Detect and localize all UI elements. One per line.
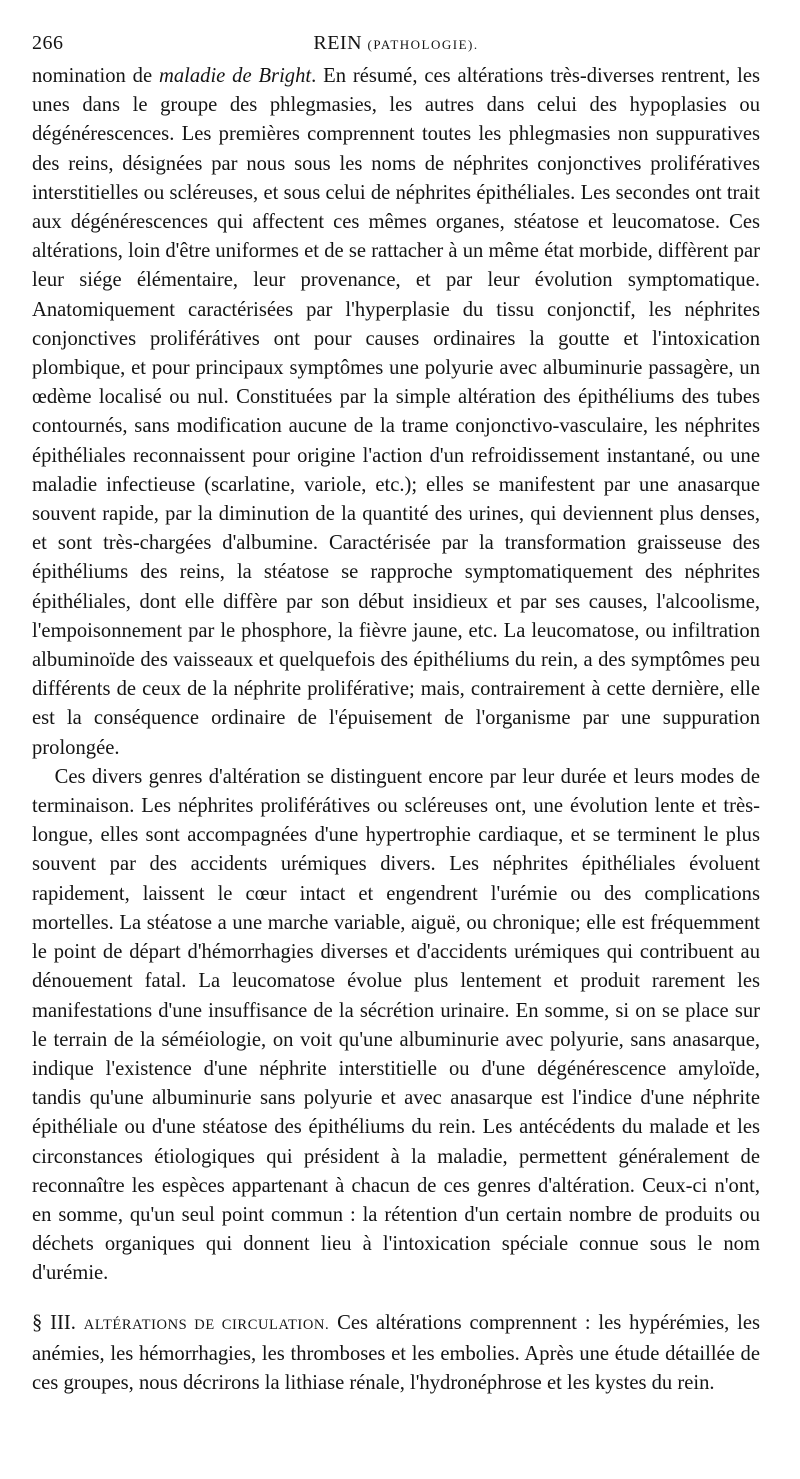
running-title-sub: (PATHOLOGIE). <box>367 37 479 52</box>
paragraph-3-text: Ces altérations comprennent : les hypérémies, les anémies, les hémorrhagies, les thromboses et les embolies. Après une étude détaillée de ces groupes, nous décrirons la lithiase rénale, l'hydronéphrose et les kystes du rein. <box>32 1311 760 1394</box>
section-number: § III. <box>32 1311 76 1334</box>
section-heading: ALTÉRATIONS DE CIRCULATION. <box>83 1316 330 1333</box>
paragraph-1-pre: nomination de <box>32 65 159 87</box>
page <box>32 28 760 1398</box>
running-title-main: REIN <box>313 32 363 54</box>
paragraph-3 <box>32 1309 760 1399</box>
paragraph-1-emphasis: maladie de Bright <box>158 65 312 87</box>
running-head <box>32 28 760 62</box>
paragraph-1 <box>32 62 760 763</box>
paragraph-2: Ces divers genres d'altération se distinguent encore par leur durée et leurs modes de terminaison. Les néphrites proliférátives ou scléreuses ont, une évolution lente et très-longue, elles sont accompagnées d'une hypertrophie cardiaque, et se terminent le plus souvent par des accidents urémiques divers. Les néphrites épithéliales évoluent rapidement, laissent le cœur intact et engendrent l'urémie ou des complications mortelles. La stéatose a une marche variable, aiguë, ou chronique; elle est fréquemment le point de départ d'hémorrhagies diverses et d'accidents urémiques qui contribuent au dénouement fatal. La leucomatose évolue plus lentement et produit rarement les manifestations d'une insuffisance de la sécrétion urinaire. En somme, si on se place sur le terrain de la séméiologie, on voit qu'une albuminurie avec polyurie, sans anasarque, indique l'existence d'une néphrite interstitielle ou d'une dégénérescence amyloïde, tandis qu'une albuminurie sans polyurie et avec anasarque est l'indice d'une néphrite épithéliale ou d'une stéatose des épithéliums du rein. Les antécédents du malade et les circonstances étiologiques qui président à la maladie, permettent généralement de reconnaître les espèces appartenant à chacun de ces genres d'altération. Ceux-ci n'ont, en somme, qu'un seul point commun : la rétention d'un certain nombre de produits ou déchets organiques qui donnent lieu à l'intoxication spéciale connue sous le nom d'urémie. <box>32 765 760 1285</box>
paragraph-1-text: . En résumé, ces altérations très-diverses rentrent, les unes dans le groupe des phlegmasies, les autres dans celui des hypoplasies ou dégénérescences. Les premières comprennent toutes les phlegmasies non suppuratives des reins, désignées par nous sous les noms de néphrites conjonctives prolifératives interstitielles ou scléreuses, et sous celui de néphrites épithéliales. Les secondes ont trait aux dégénérescences qui affectent ces mêmes organes, stéatose et leucomatose. Ces altérations, loin d'être uniformes et de se rattacher à un même état morbide, diffèrent par leur siége élémentaire, leur provenance, et par leur évolution symptomatique. Anatomiquement caractérisées par l'hyperplasie du tissu conjonctif, les néphrites conjonctives proliférátives ont pour causes ordinaires la goutte et l'intoxication plombique, et pour principaux symptômes une polyurie avec albuminurie passagère, un œdème localisé ou nul. Constituées par la simple altération des épithéliums des tubes contournés, sans modification aucune de la trame conjonctivo-vasculaire, les néphrites épithéliales reconnaissent pour origine l'action d'un refroidissement instantané, ou une maladie infectieuse (scarlatine, variole, etc.); elles se manifestent par une anasarque souvent rapide, par la diminution de la quantité des urines, qui deviennent plus denses, et sont très-chargées d'albumine. Caractérisée par la transformation graisseuse des épithéliums des reins, la stéatose se rapproche symptomatiquement des néphrites épithéliales, dont elle diffère par son début insidieux et par ses causes, l'alcoolisme, l'empoisonnement par le phosphore, la fièvre jaune, etc. La leucomatose, ou infiltration albuminoïde des vaisseaux et quelquefois des épithéliums du rein, a des symptômes peu différents de ceux de la néphrite proliférative; mais, contrairement à cette dernière, elle est la conséquence ordinaire de l'épuisement de l'organisme par une suppuration prolongée. <box>32 65 760 759</box>
page-number: 266 <box>32 32 64 54</box>
running-title <box>32 32 760 55</box>
